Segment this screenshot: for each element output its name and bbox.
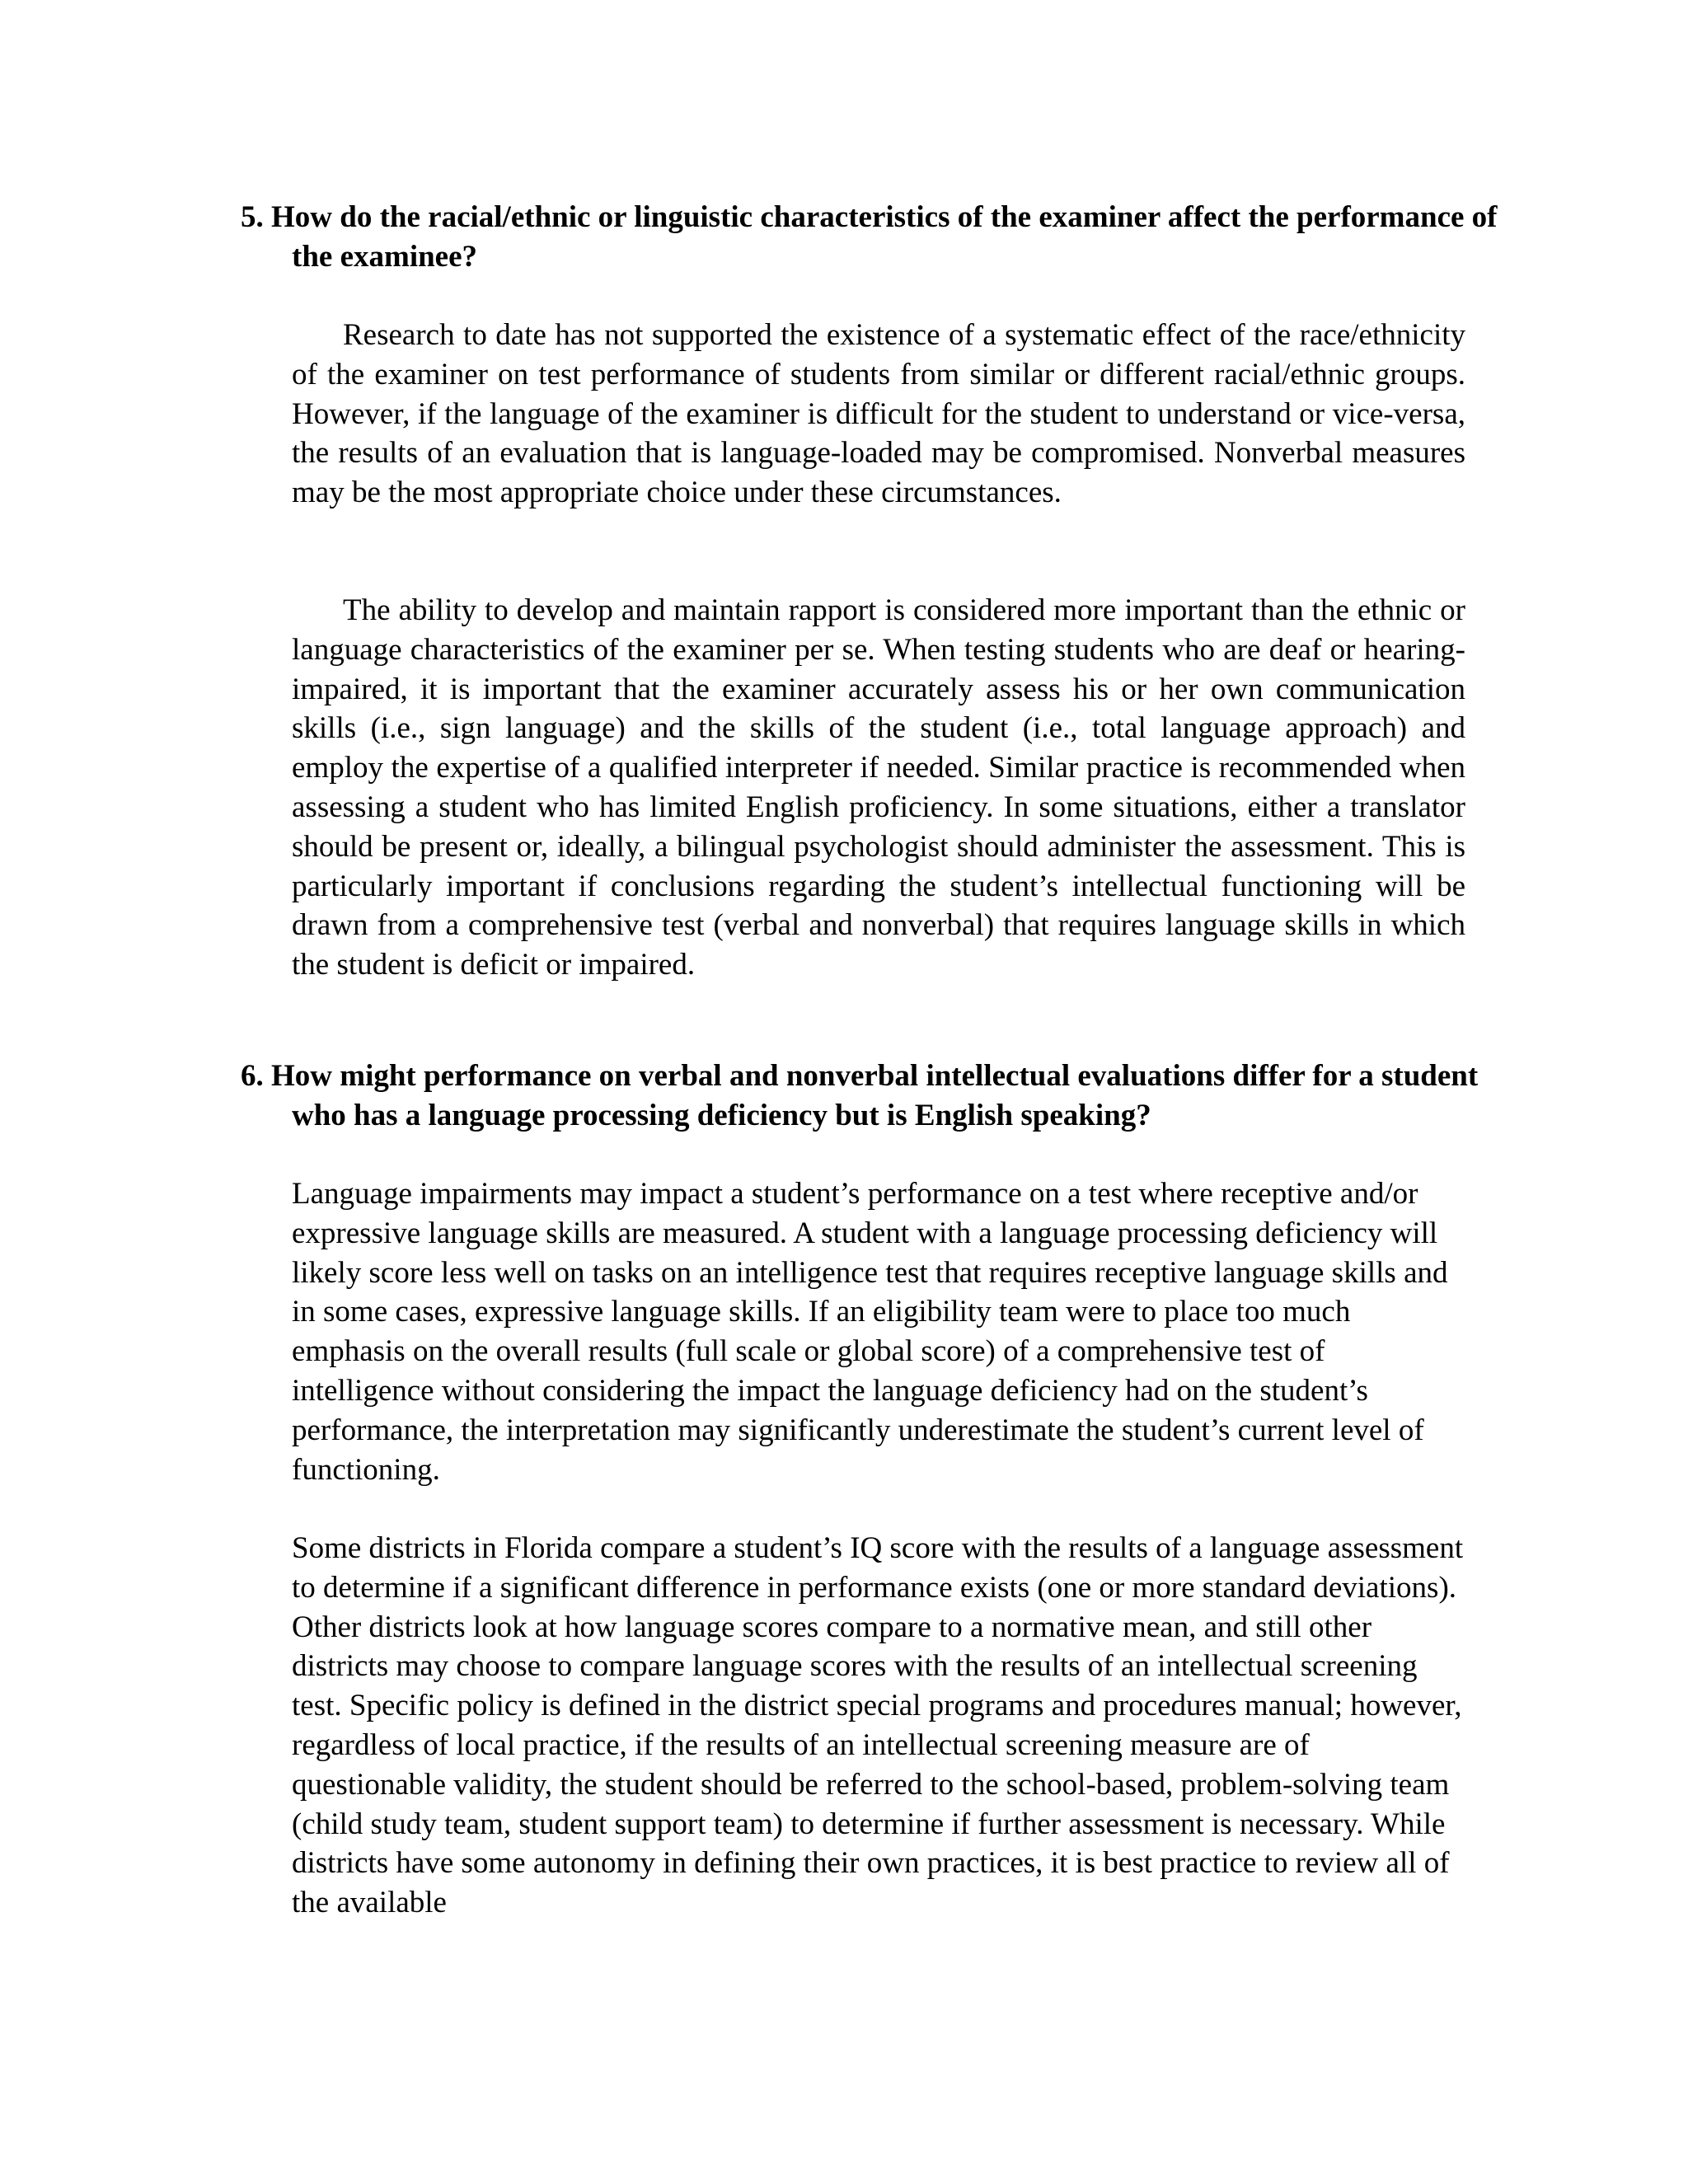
question-5-paragraph-2: The ability to develop and maintain rapport is considered more important than the ethnic or language characteristics of the examiner per se. When testing students who are deaf or hearing-impaired, it is important that the examiner accurately assess his or her own communication skills (i.e., sign language) and the skills of the student (i.e., total language approach) and employ the expertise of a qualified interpreter if needed. Similar practice is recommended when assessing a student who has limited English proficiency. In some situations, either a translator should be present or, ideally, a bilingual psychologist should administer the assessment. This is particularly important if conclusions regarding the student’s intellectual functioning will be drawn from a comprehensive test (verbal and nonverbal) that requires language skills in which the student is deficit or impaired. (292, 593, 1465, 982)
question-6-heading: 6. How might performance on verbal and nonverbal intellectual evaluations differ for a student who has a language processing deficiency but is English speaking? (241, 1059, 1479, 1132)
question-5-paragraph-1: Research to date has not supported the existence of a systematic effect of the race/ethnicity of the examiner on test performance of students from similar or different racial/ethnic groups. However, if the language of the examiner is difficult for the student to understand or vice-versa, the results of an evaluation that is language-loaded may be compromised. Nonverbal measures may be the most appropriate choice under these circumstances. (292, 318, 1465, 510)
question-5-heading: 5. How do the racial/ethnic or linguistic characteristics of the examiner affect the performance of the examinee? (241, 200, 1498, 274)
question-6-paragraph-1: Language impairments may impact a student’s performance on a test where receptive and/or expressive language skills are measured. A student with a language processing deficiency will likely score less well on tasks on an intelligence test that requires receptive language skills and in some cases, expressive language skills. If an eligibility team were to place too much emphasis on the overall results (full scale or global score) of a comprehensive test of intelligence without considering the impact the language deficiency had on the student’s performance, the interpretation may significantly underestimate the student’s current level of functioning. (292, 1177, 1448, 1487)
question-6-paragraph-2: Some districts in Florida compare a student’s IQ score with the results of a language assessment to determine if a significant difference in performance exists (one or more standard deviations). Other districts look at how language scores compare to a normative mean, and still other districts may choose to compare language scores with the results of an intellectual screening test. Specific policy is defined in the district special programs and procedures manual; however, regardless of local practice, if the results of an intellectual screening measure are of questionable validity, the student should be referred to the school-based, problem-solving team (child study team, student support team) to determine if further assessment is necessary. While districts have some autonomy in defining their own practices, it is best practice to review all of the available (292, 1531, 1464, 1920)
